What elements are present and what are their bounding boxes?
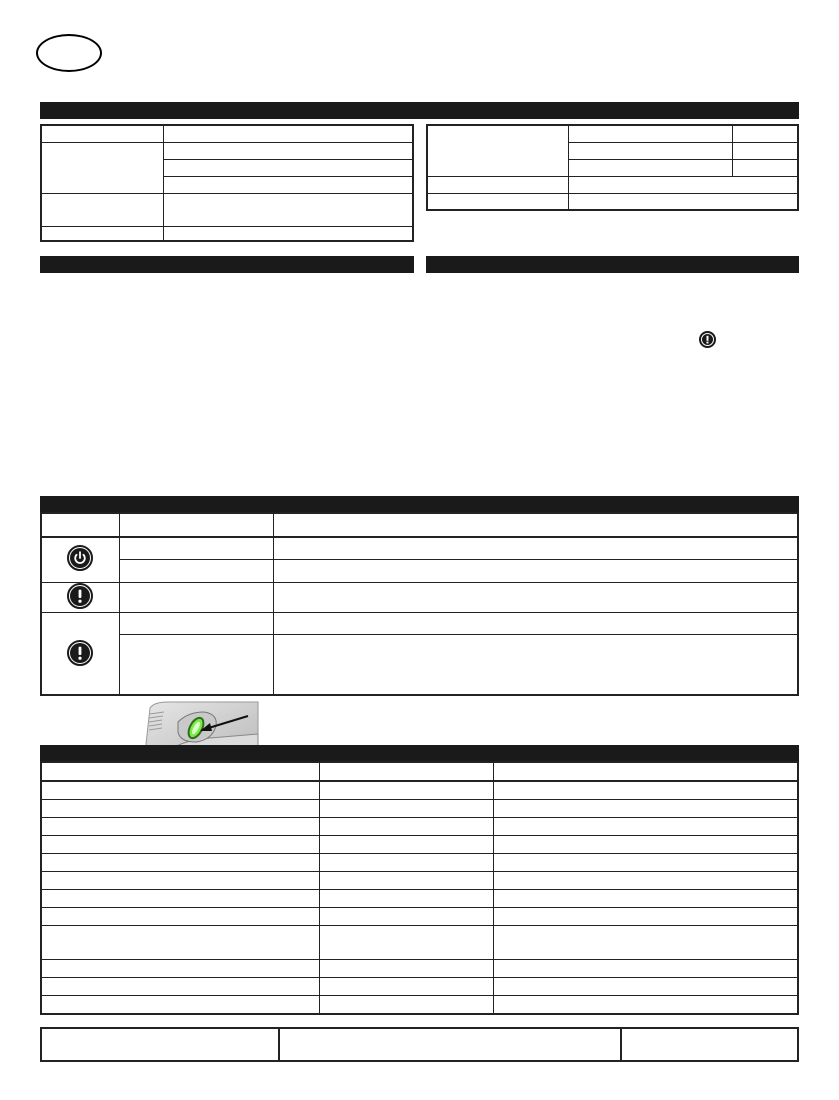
status-table [40, 512, 799, 696]
section-header-bar [40, 102, 799, 119]
power-icon [67, 545, 93, 571]
language-badge [36, 34, 102, 72]
exclamation-icon [67, 583, 93, 609]
spec-table-left [40, 124, 414, 242]
led-table [40, 761, 799, 1015]
status-table-bar [40, 496, 799, 513]
led-table-bar [40, 745, 799, 762]
right-section-bar [426, 256, 799, 273]
footer-box [40, 1027, 799, 1062]
exclamation-icon [699, 331, 716, 348]
spec-table-right [426, 124, 799, 211]
left-section-bar [40, 256, 414, 273]
exclamation-icon [67, 640, 93, 666]
